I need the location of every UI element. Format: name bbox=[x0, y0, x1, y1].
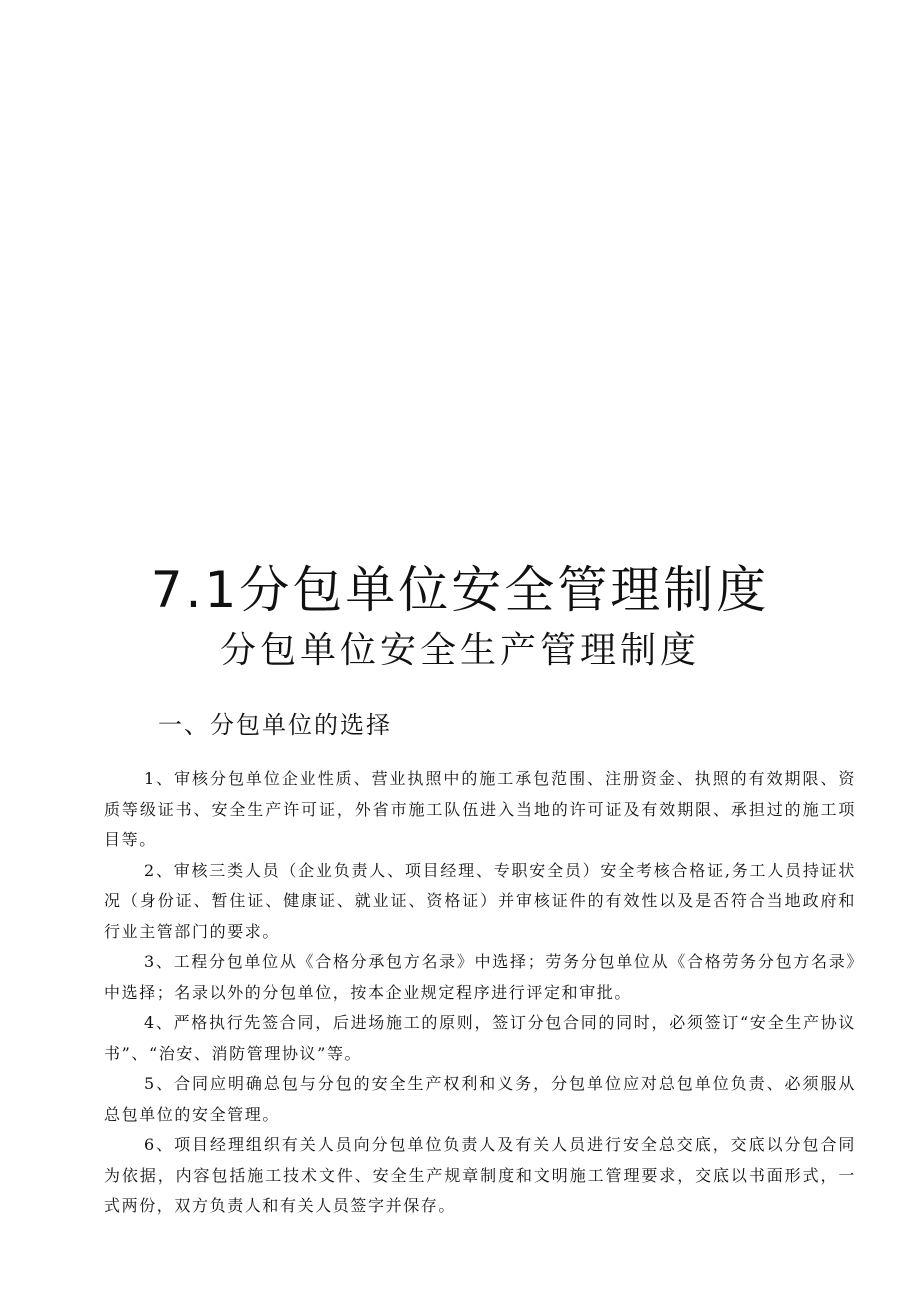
page-title: 7.1分包单位安全管理制度 bbox=[150, 561, 770, 619]
paragraph-1: 1、审核分包单位企业性质、营业执照中的施工承包范围、注册资金、执照的有效期限、资质等级证书、安全生产许可证，外省市施工队伍进入当地的许可证及有效期限、承担过的施工项目等。 bbox=[104, 769, 856, 849]
paragraph-5: 5、合同应明确总包与分包的安全生产权利和义务，分包单位应对总包单位负责、必须服从总包单位的安全管理。 bbox=[104, 1074, 856, 1124]
section-body bbox=[104, 764, 856, 1222]
page-subtitle: 分包单位安全生产管理制度 bbox=[219, 630, 700, 671]
section-heading: 一、分包单位的选择 bbox=[158, 711, 392, 739]
paragraph-3: 3、工程分包单位从《合格分承包方名录》中选择；劳务分包单位从《合格劳务分包方名录》中选择；名录以外的分包单位，按本企业规定程序进行评定和审批。 bbox=[104, 952, 856, 1002]
paragraph-2: 2、审核三类人员（企业负责人、项目经理、专职安全员）安全考核合格证,务工人员持证状况（身份证、暂住证、健康证、就业证、资格证）并审核证件的有效性以及是否符合当地政府和行业主管部门的要求。 bbox=[104, 860, 856, 941]
paragraph-6: 6、项目经理组织有关人员向分包单位负责人及有关人员进行安全总交底，交底以分包合同为依据，内容包括施工技术文件、安全生产规章制度和文明施工管理要求，交底以书面形式，一式两份，双方负责人和有关人员签字并保存。 bbox=[104, 1135, 856, 1215]
paragraph-4: 4、严格执行先签合同，后进场施工的原则，签订分包合同的同时，必须签订“安全生产协议书”、“治安、消防管理协议”等。 bbox=[104, 1013, 856, 1063]
